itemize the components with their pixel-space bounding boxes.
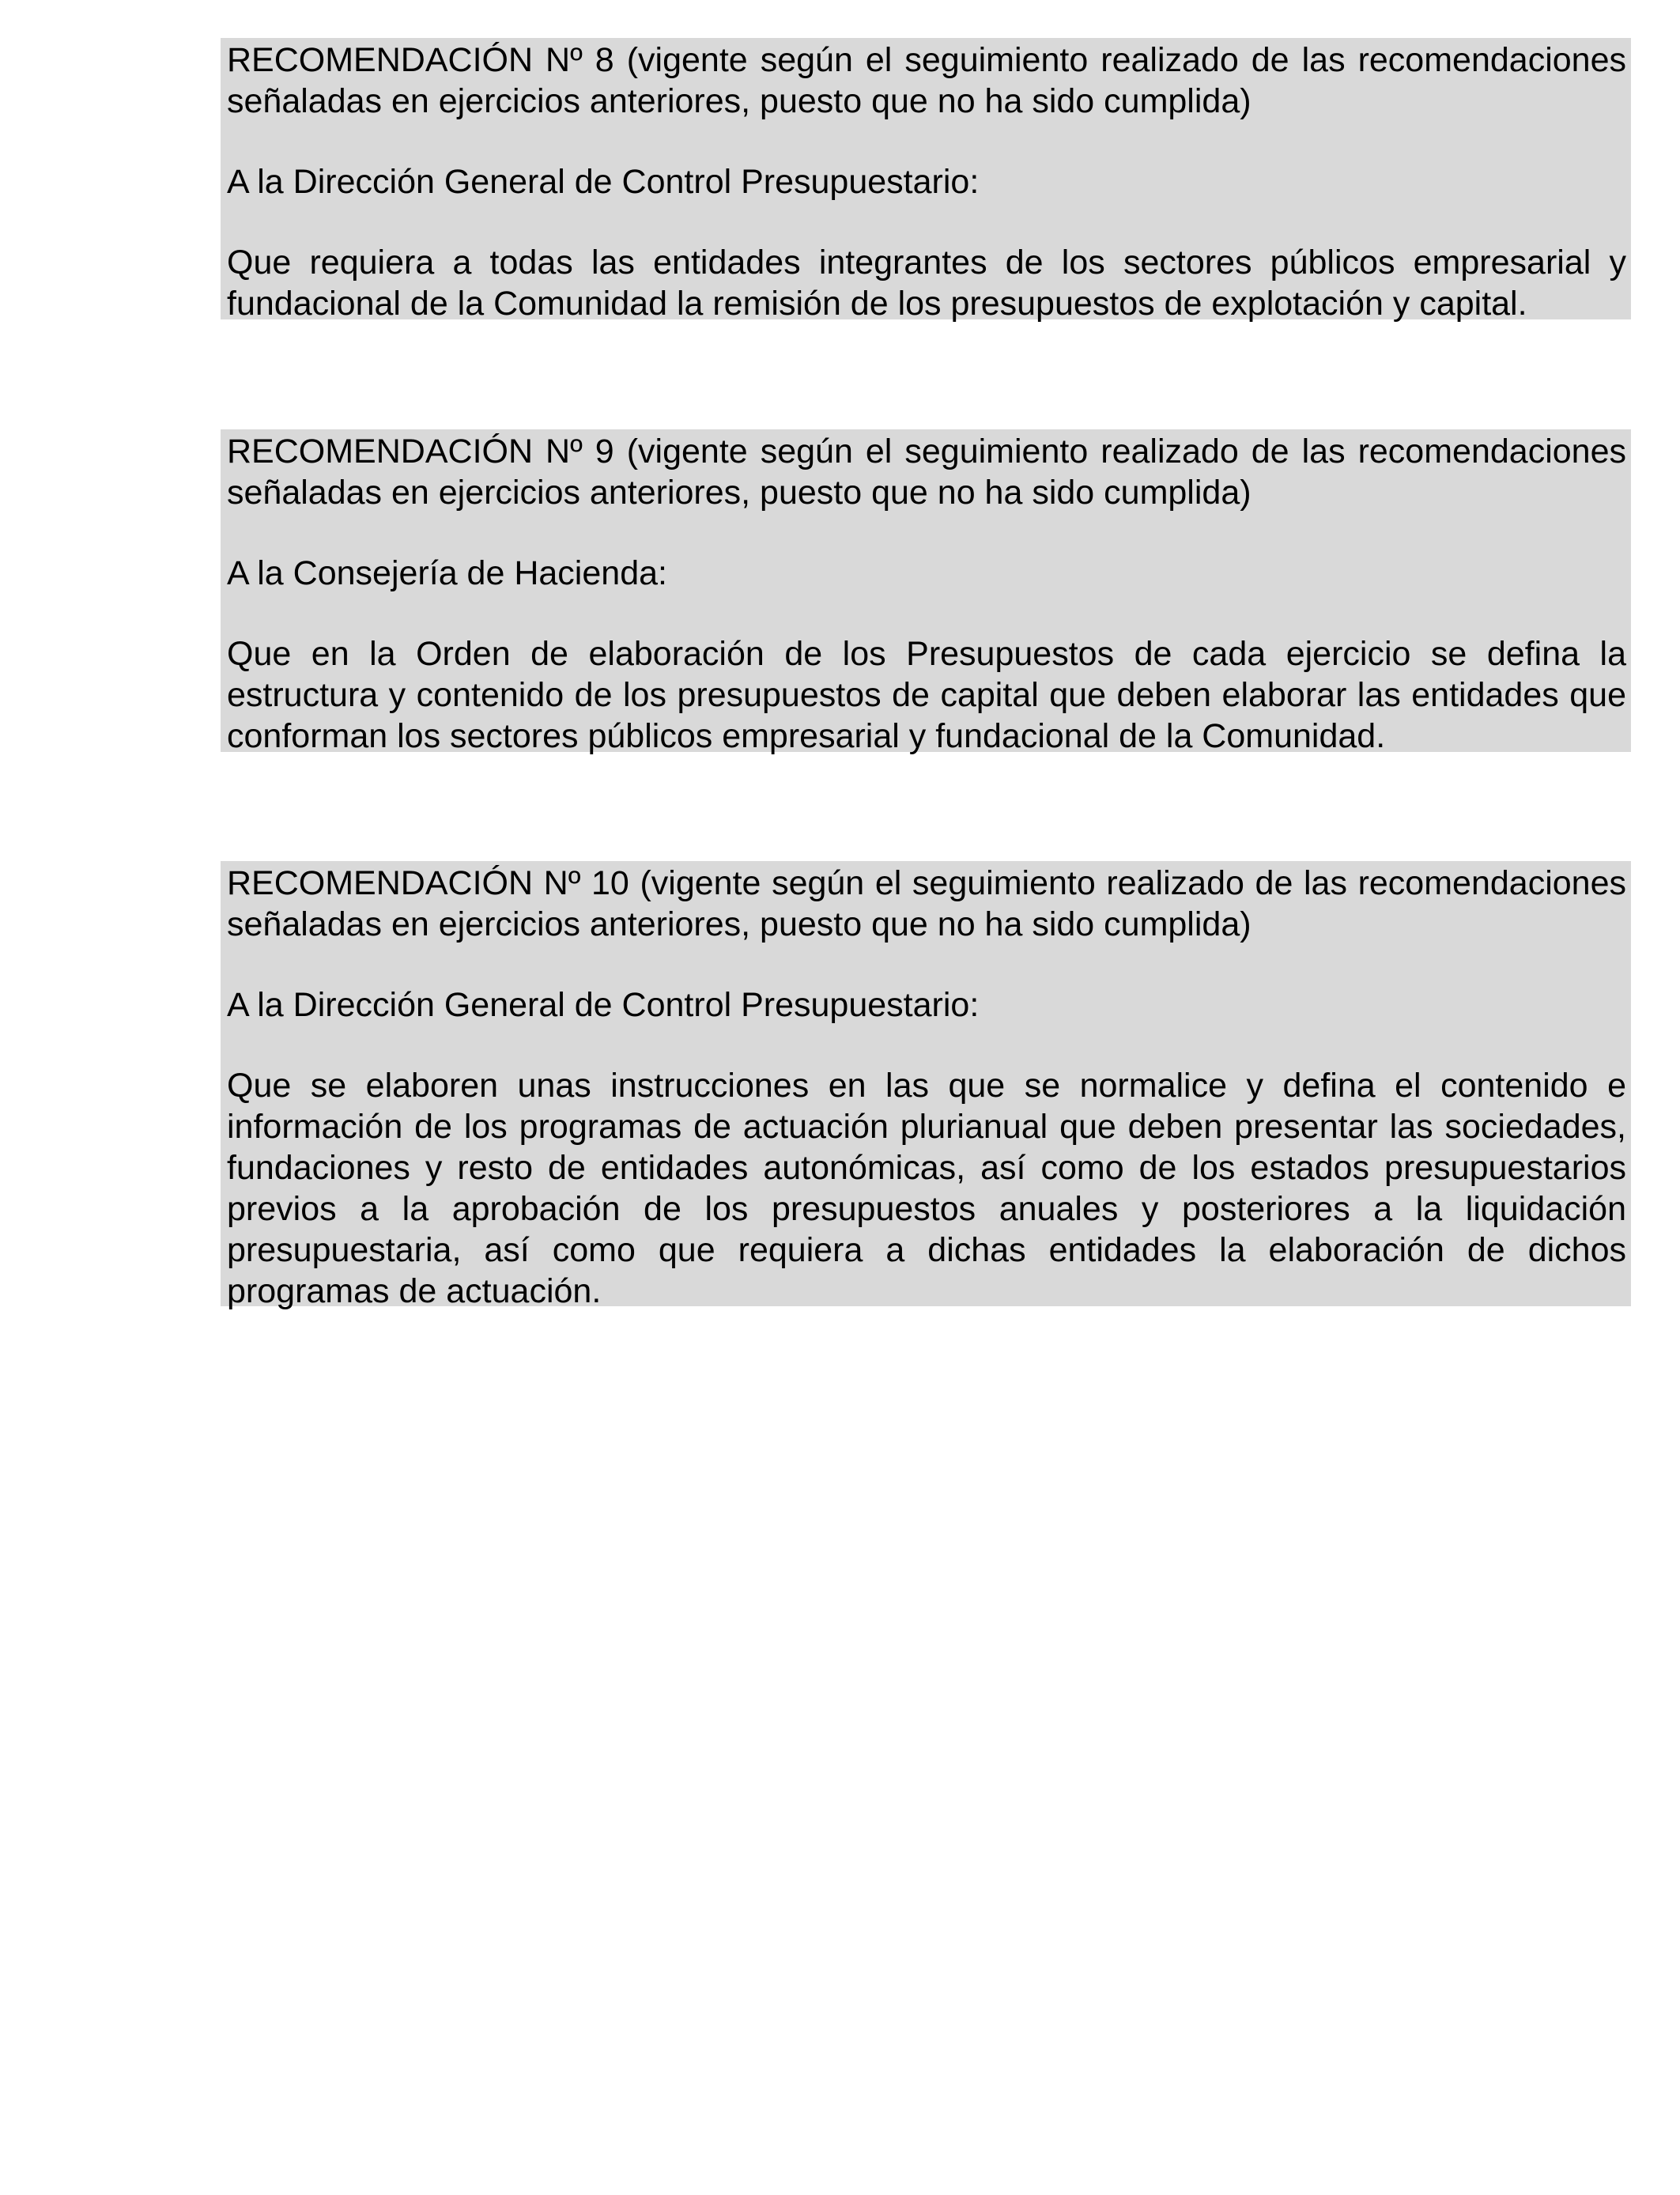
recommendation-body: Que en la Orden de elaboración de los Presupuestos de cada ejercicio se defina la estructura y contenido de los presupuestos de capital que deben elaborar las entidades que conforman los sectores públicos empresarial y fundacional de la Comunidad. [227,635,1626,755]
recommendation-addressee: A la Dirección General de Control Presupuestario: [227,986,980,1024]
recommendation-body: Que requiera a todas las entidades integrantes de los sectores públicos empresarial y fundacional de la Comunidad la remisión de los presupuestos de explotación y capital. [227,244,1626,323]
recommendation-heading: RECOMENDACIÓN Nº 8 (vigente según el seguimiento realizado de las recomendaciones señaladas en ejercicios anteriores, puesto que no ha sido cumplida) [227,41,1626,120]
recommendation-8 [221,38,1631,323]
recommendation-heading: RECOMENDACIÓN Nº 9 (vigente según el seguimiento realizado de las recomendaciones señaladas en ejercicios anteriores, puesto que no ha sido cumplida) [227,433,1626,512]
recommendation-10 [221,861,1631,1310]
recommendation-body: Que se elaboren unas instrucciones en las que se normalice y defina el contenido e información de los programas de actuación plurianual que deben presentar las sociedades, fundaciones y resto de entidades autonómicas, así como de los estados presupuestarios previos a la aprobación de los presupuestos anuales y posteriores a la liquidación presupuestaria, así como que requiera a dichas entidades la elaboración de dichos programas de actuación. [227,1067,1626,1310]
recommendation-9 [221,429,1631,755]
recommendation-heading: RECOMENDACIÓN Nº 10 (vigente según el seguimiento realizado de las recomendaciones señaladas en ejercicios anteriores, puesto que no ha sido cumplida) [227,864,1626,943]
recommendation-addressee: A la Dirección General de Control Presupuestario: [227,163,980,201]
recommendation-addressee: A la Consejería de Hacienda: [227,554,667,592]
